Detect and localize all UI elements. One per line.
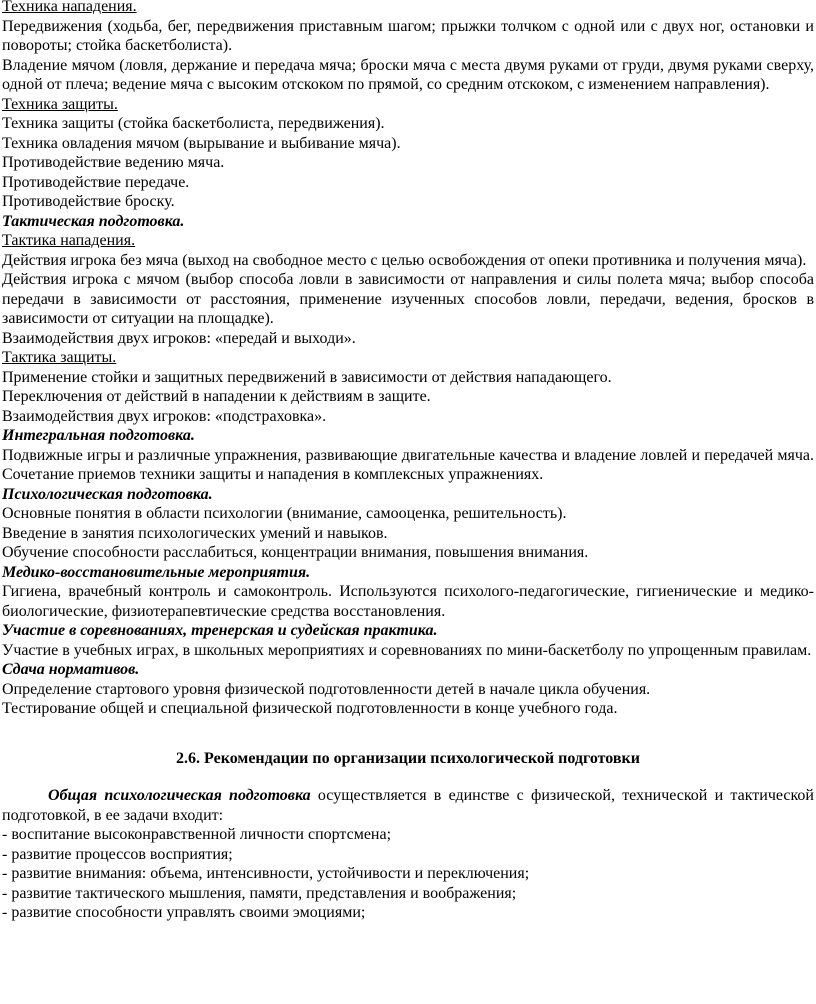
paragraph: Введение в занятия психологических умений и навыков. [2, 524, 388, 542]
paragraph: Противодействие передаче. [2, 173, 190, 191]
paragraph: Участие в учебных играх, в школьных мероприятиях и соревнованиях по мини-баскетболу по упрощенным правилам. [2, 641, 812, 659]
paragraph: Взаимодействия двух игроков: «передай и выходи». [2, 329, 356, 347]
paragraph: Обучение способности расслабиться, концентрации внимания, повышения внимания. [2, 544, 589, 561]
paragraph: Действия игрока с мячом (выбор способа ловли в зависимости от направления и силы полета мяча; выбор способа передачи в зависимости от расстояния, применение изученных способов ловли, передачи, ведения, бросков в зависимости от ситуации на площадке). [2, 271, 814, 327]
section-heading: 2.6. Рекомендации по организации психологической подготовки [176, 749, 640, 767]
list-item: - воспитание высоконравственной личности спортсмена; [2, 826, 392, 843]
section-title: Участие в соревнованиях, тренерская и судейская практика. [2, 622, 438, 639]
document-page [2, 0, 814, 923]
intro-paragraph [2, 786, 814, 825]
program-content [2, 0, 814, 719]
task-list [2, 825, 814, 923]
list-item: - развитие способности управлять своими эмоциями; [2, 904, 366, 921]
section-title: Медико-восстановительные мероприятия. [2, 563, 311, 581]
section-title: Психологическая подготовка. [2, 485, 213, 503]
intro-term: Общая психологическая подготовка [48, 787, 311, 804]
paragraph: Противодействие броску. [2, 193, 175, 210]
section-title: Интегральная подготовка. [2, 427, 195, 444]
subheading-underlined: Тактика нападения. [2, 232, 136, 249]
list-item: - развитие процессов восприятия; [2, 845, 233, 863]
list-item: - развитие внимания: объема, интенсивности, устойчивости и переключения; [2, 865, 530, 882]
intro-text: осуществляется в единстве с физической, технической и тактической подготовкой, в ее задачи входит: [2, 787, 814, 824]
paragraph: Передвижения (ходьба, бег, передвижения приставным шагом; прыжки толчком с одной или с двух ног, остановки и повороты; стойка баскетболиста). [2, 17, 814, 54]
paragraph: Действия игрока без мяча (выход на свободное место с целью освобождения от опеки противника и получения мяча). [2, 251, 807, 269]
paragraph: Гигиена, врачебный контроль и самоконтроль. Используются психолого-педагогические, гигиенические и медико-биологические, физиотерапевтические средства восстановления. [2, 583, 814, 620]
section-title: Тактическая подготовка. [2, 212, 185, 230]
paragraph: Переключения от действий в нападении к действиям в защите. [2, 388, 431, 405]
subheading-underlined: Техника нападения. [2, 0, 137, 15]
paragraph: Техника защиты (стойка баскетболиста, передвижения). [2, 115, 385, 132]
subheading-underlined: Тактика защиты. [2, 349, 117, 366]
paragraph: Техника овладения мячом (вырывание и выбивание мяча). [2, 134, 401, 152]
paragraph: Тестирование общей и специальной физической подготовленности в конце учебного года. [2, 700, 618, 717]
section-title: Сдача нормативов. [2, 661, 140, 678]
paragraph: Взаимодействия двух игроков: «подстраховка». [2, 407, 327, 425]
paragraph: Применение стойки и защитных передвижений в зависимости от действия нападающего. [2, 368, 612, 386]
subheading-underlined: Техника защиты. [2, 95, 118, 113]
paragraph: Определение стартового уровня физической подготовленности детей в начале цикла обучения. [2, 680, 651, 698]
paragraph: Владение мячом (ловля, держание и передача мяча; броски мяча с места двумя руками от груди, двумя руками сверху, одной от плеча; ведение мяча с высоким отскоком по прямой, со средним отскоком, с изменением направления). [2, 56, 814, 93]
paragraph: Подвижные игры и различные упражнения, развивающие двигательные качества и владение ловлей и передачей мяча. Сочетание приемов техники защиты и нападения в комплексных упражнениях. [2, 446, 814, 483]
paragraph: Основные понятия в области психологии (внимание, самооценка, решительность). [2, 505, 567, 522]
paragraph: Противодействие ведению мяча. [2, 154, 225, 171]
list-item: - развитие тактического мышления, памяти, представления и воображения; [2, 884, 517, 902]
